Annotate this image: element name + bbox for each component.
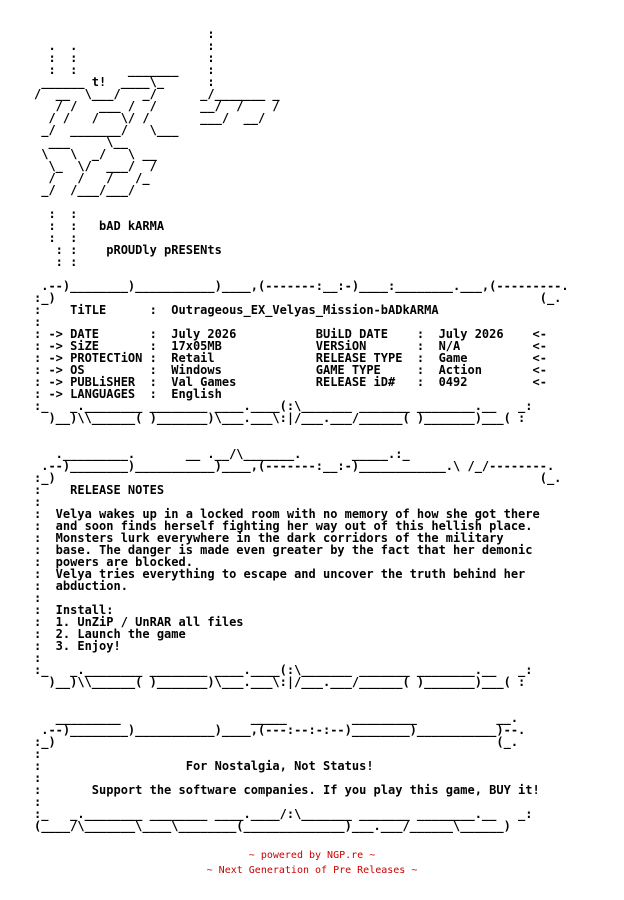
footer-line-1: ~ powered by NGP.re ~ [248,850,376,861]
footer [0,848,624,878]
footer-line-2: ~ Next Generation of Pre Releases ~ [206,865,418,876]
nfo-art-text: : . . : : : : : : _______ : ______ t! ____\_ : / __ \___/ _/ _/_______ _ / / ___ / / __/ / / / / / \/ / ___/ __/ _/ _______/ \___ ___ \__ \ \ _/ \ __ \_ \/ ___/ / / / / /_ _/ /___/___/ : : : : bAD kARMA : : : : pROUDly pRESENts : : .--)________)___________)____,(-------:__:-)____:________.___,(---------. :_) (_. : TiTLE : Outrageous_EX_Velyas_Mission-bADkARMA : : -> DATE : July 2026 BUiLD DATE : July 2026 <- : -> SiZE : 17x05MB VERSiON : N/A <- : -> PROTECTiON : Retail RELEASE TYPE : Game <- : -> OS : Windows GAME TYPE : Action <- : -> PUBLiSHER : Val Games RELEASE iD# : 0492 <- : -> LANGUAGES : English :_ _.________ ________ ____.____(:\_______ _______ ________.__ _: )__)\\______( )_______)\___.___\:|/___.___/______( )_______)___( : ._________. __ .__/\_______. _____.:_ .--)________)___________)____,(-------:__:-)____________.\ /_/--------. :_) (_. : RELEASE NOTES : : Velya wakes up in a locked room with no memory of how she got there : and soon finds herself fighting her way out of this hellish place. : Monsters lurk everywhere in the dark corridors of the military : base. The danger is made even greater by the fact that her demonic : powers are blocked. : Velya tries everything to escape and uncover the truth behind her : abduction. : : Install: : 1. UnZiP / UnRAR all files : 2. Launch the game : 3. Enjoy! : :_ _.________ ________ ____.____(:\_______ _______ ________.__ _: )__)\\______( )_______)\___.___\:|/___.___/______( )_______)___( : _________ _____ _________ __. .--)________)___________)____,(---:--:-:--)________)___________)--. :_) (_. : : For Nostalgia, Not Status! : : Support the software companies. If you play this game, BUY it! : :_ _.________ ________ ____.____/:\_______ _______ ________.__ _: (____/\_______\____\________(______________)___.___/______\______) [34,27,569,833]
